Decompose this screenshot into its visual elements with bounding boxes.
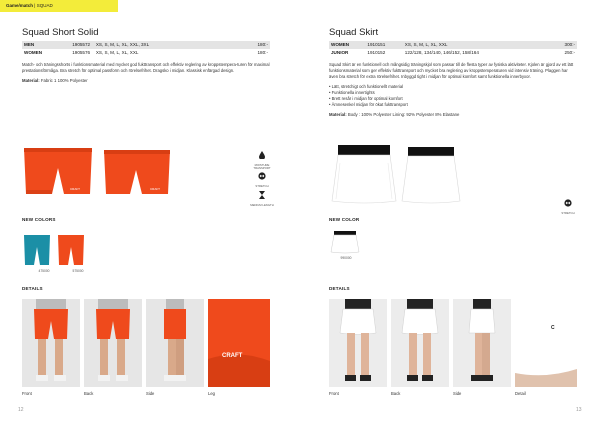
table-row: WOMEN 1905576 XS, S, M, L, XL, XXL 180:- — [24, 50, 268, 55]
swatch-code: 990000 — [340, 256, 352, 260]
left-details-title: DETAILS — [22, 286, 43, 291]
svg-text:CRAFT: CRAFT — [222, 353, 243, 359]
svg-text:C: C — [551, 325, 555, 331]
detail-caption: Front — [22, 391, 32, 396]
detail-caption: Side — [453, 391, 462, 396]
detail-photo-back — [84, 299, 142, 387]
brand-label: Game/match — [6, 3, 34, 8]
left-color-swatches — [22, 233, 86, 267]
hourglass-icon: MEDIUM LENGTH — [247, 186, 277, 207]
section-tab — [0, 0, 118, 12]
right-description: Squad Skirt är en funktionell och mångsidig träningskjol som passar till de flesta typer av fysiska aktiviteter. Kjolen är gjord av ett lätt funktionsmaterial som ger effektiv fukttransport och mycket bra reglering av kroppstemperaturen vid intensiv träning. Plaggen har även bra stretch för extra rörelsefrihet. Inbyggd tight i midjan för optimal komfort samt funktionella innerbyxor. • Lätt, stretchigt och funktionellt material • Funktionella innertights • Brett resår i midjan för optimal komfort • Ämnesenkel midjan för ökat fukttransport Material: Body : 100% Polyester Lining: 92% Polyester 8% Elastane — [329, 62, 577, 118]
detail-photo-detail — [515, 299, 577, 387]
detail-caption: Back — [84, 391, 94, 396]
list-item: • Lätt, stretchigt och funktionellt material — [329, 84, 404, 89]
svg-text:CRAFT: CRAFT — [150, 187, 160, 191]
section-label: SQUAD — [36, 3, 53, 8]
moisture-icon: MOISTURE TRANSPORT — [247, 146, 277, 171]
skirt-front-image — [332, 145, 396, 203]
left-material: Material: Fabric 1 100% Polyester — [22, 78, 88, 83]
table-row: MEN 1905572 XS, S, M, L, XL, XXL, 3XL 180:- — [22, 41, 270, 49]
left-price-table — [22, 41, 270, 57]
right-product-title: Squad Skirt — [329, 27, 379, 38]
swatch-code: 575000 — [72, 269, 84, 273]
shorts-front-image — [24, 148, 92, 194]
left-product-title: Squad Short Solid — [22, 27, 99, 38]
detail-photo-front — [22, 299, 80, 387]
right-price-table — [329, 41, 577, 57]
detail-photo-side — [146, 299, 204, 387]
right-new-color-title: NEW COLOR — [329, 217, 360, 222]
right-color-swatch — [330, 230, 360, 254]
right-details-title: DETAILS — [329, 286, 350, 291]
right-product-photo — [330, 143, 464, 205]
page-number-left: 12 — [18, 407, 24, 413]
svg-text:CRAFT: CRAFT — [70, 187, 80, 191]
swatch-teal — [24, 235, 50, 265]
feature-list — [329, 84, 577, 108]
left-description: Match- och träningsshorts i funktionsmaterial med mycket god fukttransport och effektiv reglering av kroppstempera-turen för maximal prestationsförmåga. Bra stretch för optimal passform och rörelsefrihet. Dragsko i midjan. Klassisk enfärgad design. Material: Fabric 1 100% Polyester — [22, 62, 270, 83]
left-new-colors-title: NEW COLORS — [22, 217, 56, 222]
detail-photo-side — [453, 299, 511, 387]
list-item: • Ämnesenkel midjan för ökat fukttransport — [329, 102, 408, 107]
right-material: Material: Body : 100% Polyester Lining: 92% Polyester 8% Elastane — [329, 112, 460, 117]
shorts-back-image — [104, 150, 170, 194]
skirt-back-image — [402, 147, 460, 203]
detail-caption: Back — [391, 391, 401, 396]
left-product-photo — [22, 144, 172, 200]
detail-caption: Leg — [208, 391, 215, 396]
list-item: • Funktionella innertights — [329, 90, 375, 95]
detail-photo-front — [329, 299, 387, 387]
swatch-code: 475000 — [38, 269, 50, 273]
detail-photo-back — [391, 299, 449, 387]
list-item: • Brett resår i midjan för optimal komfort — [329, 96, 403, 101]
table-row: JUNIOR 1910152 122/128, 134/140, 146/152, 158/164 250:- — [331, 50, 576, 55]
swatch-orange — [58, 235, 84, 265]
detail-caption: Detail — [515, 391, 526, 396]
stretch-icon: STRETCH — [553, 194, 583, 215]
detail-photo-leg — [208, 299, 270, 387]
tab-separator: | — [34, 3, 36, 8]
detail-caption: Side — [146, 391, 155, 396]
table-row: WOMEN 1910151 XS, S, M, L, XL, XXL 300:- — [331, 42, 576, 47]
page-number-right: 13 — [576, 407, 582, 413]
detail-caption: Front — [329, 391, 339, 396]
stretch-icon: STRETCH — [247, 167, 277, 188]
